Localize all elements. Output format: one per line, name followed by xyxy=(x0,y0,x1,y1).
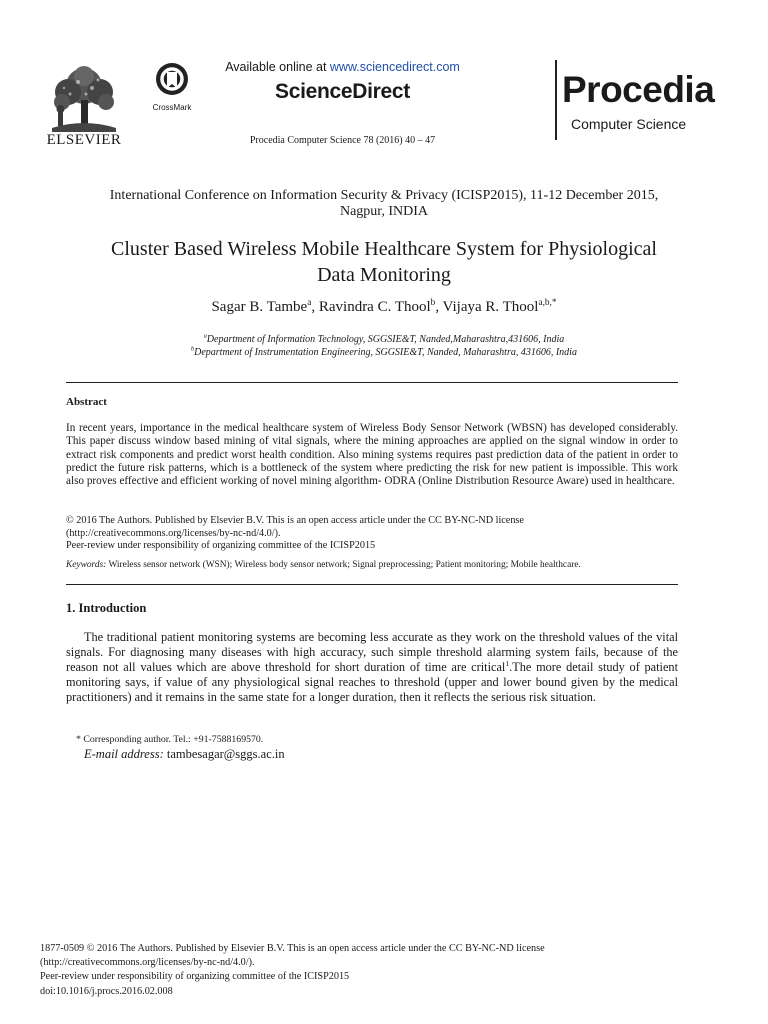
divider-top xyxy=(66,382,678,383)
affiliation-line xyxy=(40,333,728,346)
citation-ref[interactable]: 1 xyxy=(505,658,510,668)
author-name: Ravindra C. Thool xyxy=(318,299,431,315)
author-name: Sagar B. Tambe xyxy=(211,299,308,315)
journal-brand: Procedia xyxy=(562,69,715,110)
affiliations xyxy=(40,333,728,359)
author-separator: , xyxy=(311,299,319,315)
abstract-heading: Abstract xyxy=(66,396,107,408)
introduction-paragraph xyxy=(66,630,678,705)
author-affiliation-mark: b xyxy=(430,298,436,308)
footer-issn-license: 1877-0509 © 2016 The Authors. Published by Elsevier B.V. This is an open access article under the CC BY-NC-ND license xyxy=(40,943,545,954)
intro-text-part-2: .The more detail study of patient monitoring says, if value of any physiological signal reaches to threshold (upper and lower bound given by the medical practitioners) and it remains in the same state for a longer duration, then it reflects the serious risk situation. xyxy=(66,659,679,704)
sciencedirect-brand: ScienceDirect xyxy=(274,80,410,103)
affiliation-text: Department of Information Technology, SGGSIE&T, Nanded,Maharashtra,431606, India xyxy=(206,334,565,345)
title-line-1: Cluster Based Wireless Mobile Healthcare System for Physiological xyxy=(111,238,657,260)
keywords xyxy=(66,560,678,570)
available-prefix: Available online at xyxy=(225,60,330,74)
author-name: Vijaya R. Thool xyxy=(442,299,539,315)
email-label: E-mail address: xyxy=(84,747,164,761)
divider-bottom xyxy=(66,584,678,585)
title-line-2: Data Monitoring xyxy=(317,264,451,286)
author-list xyxy=(40,299,728,316)
section-heading-introduction: 1. Introduction xyxy=(66,601,147,615)
peer-review-note: Peer-review under responsibility of organizing committee of the ICISP2015 xyxy=(66,540,376,551)
conference-line-2: Nagpur, INDIA xyxy=(339,204,429,219)
corresponding-author: * Corresponding author. Tel.: +91-7588169570. xyxy=(76,734,264,745)
conference-line-1: International Conference on Information Security & Privacy (ICISP2015), 11-12 December 2015, xyxy=(109,188,659,203)
footer-license-link[interactable]: (http://creativecommons.org/licenses/by-nc-nd/4.0/). xyxy=(40,957,255,969)
conference-info xyxy=(60,188,708,220)
affiliation-mark: b xyxy=(191,345,195,353)
crossmark-badge[interactable] xyxy=(148,62,196,112)
journal-reference: Procedia Computer Science 78 (2016) 40 – 47 xyxy=(249,135,436,146)
license-link[interactable]: (http://creativecommons.org/licenses/by-nc-nd/4.0/). xyxy=(66,527,281,539)
license-line-1: © 2016 The Authors. Published by Elsevier B.V. This is an open access article under the CC BY-NC-ND license xyxy=(66,515,524,526)
keywords-list: Wireless sensor network (WSN); Wireless body sensor network; Signal preprocessing; Patient monitoring; Mobile healthcare. xyxy=(106,560,581,570)
journal-subtitle: Computer Science xyxy=(571,116,687,132)
footer-peer-review: Peer-review under responsibility of organizing committee of the ICISP2015 xyxy=(40,971,350,983)
crossmark-icon xyxy=(155,62,189,96)
license-block xyxy=(66,515,678,553)
email-address[interactable]: tambesagar@sggs.ac.in xyxy=(163,747,285,761)
email-line xyxy=(84,747,285,762)
affiliation-line xyxy=(40,346,728,359)
author-separator: , xyxy=(435,299,443,315)
author-affiliation-mark: a xyxy=(307,298,312,308)
affiliation-text: Department of Instrumentation Engineering, SGGSIE&T, Nanded, Maharashtra, 431606, India xyxy=(194,347,577,358)
paper-title xyxy=(40,236,728,288)
page-footer xyxy=(40,942,720,999)
abstract-body: In recent years, importance in the medical healthcare system of Wireless Body Sensor Network (WBSN) has developed considerably. This paper discuss window based mining of vital signals, where the mining approaches are applied on the signal window in order to extract risk components and predict worst health condition. Also mining systems requires past prediction data of the patient in order to predict the future risk patterns, which is a bottleneck of the system where predicting the risk for new patient is impossible. This work also proves effective and efficient working of novel mining algorithm- ODRA (Online Distribution Resource Aware) used in healthcare. xyxy=(66,422,678,488)
intro-text-part-1: The traditional patient monitoring systems are becoming less accurate as they work on the threshold values of the vital signals. For diagnosing many diseases with high accuracy, such simple threshold alarming system fails, because of the reason not all values which are above threshold for short duration of time are critical xyxy=(66,630,678,674)
footer-doi[interactable]: doi:10.1016/j.procs.2016.02.008 xyxy=(40,985,173,997)
crossmark-label: CrossMark xyxy=(152,103,192,112)
author-affiliation-mark: a,b,* xyxy=(538,298,557,308)
keywords-label: Keywords: xyxy=(66,560,107,570)
sciencedirect-link[interactable]: www.sciencedirect.com xyxy=(329,60,460,74)
publisher-name: ELSEVIER xyxy=(46,132,122,148)
available-online xyxy=(205,60,480,74)
affiliation-mark: a xyxy=(203,332,207,340)
